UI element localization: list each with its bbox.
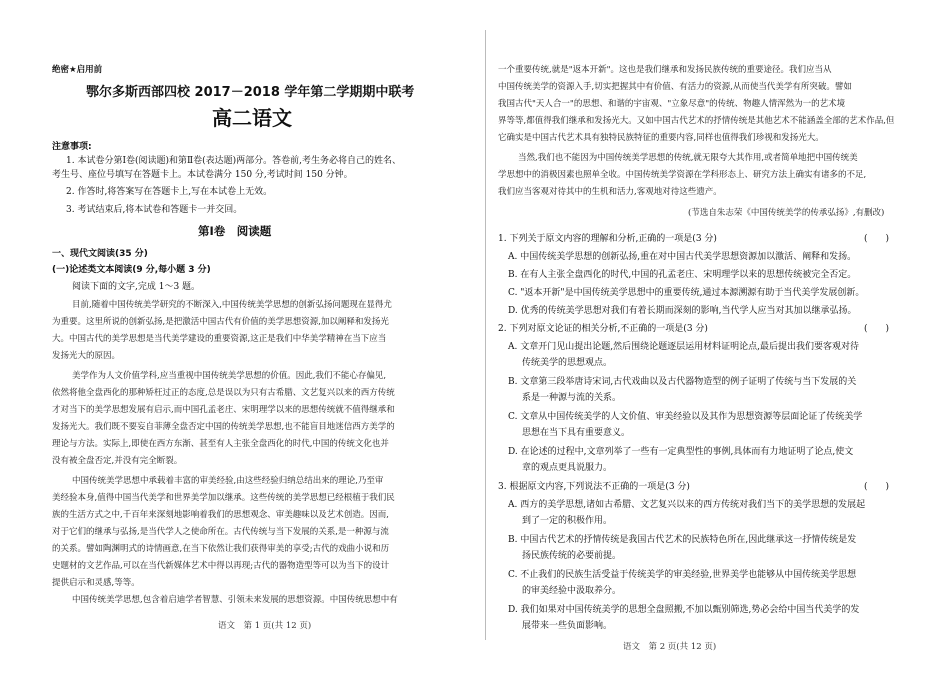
passage-line: 中国传统美学的资源入手,切实把握其中有价值、有活力的资源,从而使当代美学有所突破。譬如 (498, 82, 852, 92)
page-footer: 语文 第 1 页(共 12 页) (218, 621, 312, 631)
exam-title: 鄂尔多斯西部四校 2017－2018 学年第二学期期中联考 (86, 85, 415, 100)
option-b: B. 中国古代艺术的抒情传统是我国古代艺术的民族特色所在,因此继承这一抒情传统是发 (508, 535, 857, 545)
passage-source: (节选自朱志荣《中国传统美学的传承弘扬》,有删改) (688, 208, 885, 218)
question-2-stem: 2. 下列对原文论证的相关分析,不正确的一项是(3 分) (498, 324, 708, 334)
option-d: D. 在论述的过程中,文章列举了一些有一定典型性的事例,具体而有力地证明了论点,使文 (508, 447, 854, 457)
passage-line: 提供启示和灵感,等等。 (52, 578, 140, 588)
part-title: 第Ⅰ卷 阅读题 (198, 224, 272, 238)
option-d-cont: 展带来一些负面影响。 (522, 621, 613, 631)
passage-line: 没有被全盘否定,并没有完全断裂。 (52, 456, 183, 466)
passage-line: 目前,随着中国传统美学研究的不断深入,中国传统美学思想的创新弘扬问题现在显得尤 (72, 300, 392, 310)
passage-line: 为重要。这里所说的创新弘扬,是把激活中国古代有价值的美学思想资源,加以阐释和发扬光 (52, 317, 389, 327)
section-heading: 一、现代文阅读(35 分) (52, 249, 148, 259)
option-c: C. 文章从中国传统美学的人文价值、审美经验以及其作为思想资源等层面论证了传统美学 (508, 412, 863, 422)
option-a-cont: 到了一定的积极作用。 (522, 516, 613, 526)
question-3-stem: 3. 根据原文内容,下列说法不正确的一项是(3 分) (498, 482, 690, 492)
note-line: 3. 考试结束后,将本试卷和答题卡一并交回。 (66, 205, 243, 215)
note-line: 1. 本试卷分第Ⅰ卷(阅读题)和第Ⅱ卷(表达题)两部分。答卷前,考生务必将自己的姓名、 (66, 156, 402, 166)
passage-line: 我们应当客观对待其中的生机和活力,客观地对待这些遗产。 (498, 187, 722, 197)
passage-line: 界等等,都值得我们继承和发扬光大。又如中国古代艺术的抒情传统是其他艺术不能涵盖全部的艺术作品,但 (498, 116, 895, 126)
option-a-cont: 传统美学的思想观点。 (522, 358, 613, 368)
answer-bracket: ( ) (864, 324, 890, 334)
answer-bracket: ( ) (864, 482, 890, 492)
option-c: C. 不止我们的民族生活受益于传统美学的审美经验,世界美学也能够从中国传统美学思想 (508, 570, 857, 580)
option-c-cont: 思想在当下具有重要意义。 (522, 428, 631, 438)
subsection-heading: (一)论述类文本阅读(9 分,每小题 3 分) (52, 265, 211, 275)
notes-heading: 注意事项: (52, 142, 92, 152)
passage-line: 发扬光大的原因。 (52, 351, 121, 361)
answer-bracket: ( ) (864, 234, 890, 244)
option-b: B. 在有人主张全盘西化的时代,中国的孔孟老庄、宋明理学以来的思想传统被完全否定。 (508, 270, 857, 280)
secret-label: 绝密★启用前 (52, 65, 103, 75)
subject-title: 高二语文 (212, 106, 292, 130)
passage-line: 它确实是中国古代艺术具有独特民族特征的重要内容,同样也值得我们珍视和发扬光大。 (498, 133, 824, 143)
passage-line: 对于它们的继承与弘扬,是当代学人之使命所在。古代传统与当下发展的关系,是一种源与流 (52, 527, 389, 537)
note-line: 2. 作答时,将答案写在答题卡上,写在本试卷上无效。 (66, 187, 273, 197)
option-a: A. 中国传统美学思想的创新弘扬,重在对中国古代美学思想资源加以激活、阐释和发扬。 (508, 252, 857, 262)
option-d: D. 优秀的传统美学思想对我们有着长期而深刻的影响,当代学人应当对其加以继承弘扬。 (508, 306, 857, 316)
passage-line: 学思想中的消极因素也照单全收。中国传统美学资源在学科形态上、研究方法上确实有诸多的不足, (498, 170, 867, 180)
passage-line: 依然将他全盘西化的那种矫枉过正的态度,总是误以为只有古希腊、文艺复兴以来的西方传统 (52, 388, 395, 398)
option-c: C. "返本开新"是中国传统美学思想中的重要传统,通过本源溯源有助于当代美学发展创新。 (508, 288, 865, 298)
note-line: 考生号、座位号填写在答题卡上。本试卷满分 150 分,考试时间 150 分钟。 (52, 170, 353, 180)
passage-line: 史题材的文艺作品,可以在当代新媒体艺术中得以再现;古代的器物造型等可以为当下的设计 (52, 561, 390, 571)
passage-line: 族的生活方式之中,千百年来深刻地影响着我们的思想观念、审美趣味以及艺术创造。因而, (52, 510, 389, 520)
option-d: D. 我们如果对中国传统美学的思想全盘照搬,不加以甄别筛选,势必会给中国当代美学的发 (508, 605, 860, 615)
option-a: A. 西方的美学思想,诸如古希腊、文艺复兴以来的西方传统对我们当下的美学思想的发展起 (508, 500, 866, 510)
passage-line: 理论与方法。实际上,即使在西方东渐、甚至有人主张全盘西化的时代,中国的传统文化也并 (52, 439, 389, 449)
page-footer: 语文 第 2 页(共 12 页) (623, 642, 717, 652)
passage-line: 一个重要传统,就是"返本开新"。这也是我们继承和发扬民族传统的重要途径。我们应当从 (498, 65, 832, 75)
instruction: 阅读下面的文字,完成 1～3 题。 (72, 282, 201, 292)
passage-line: 大。中国古代的美学思想是当代美学建设的重要资源,这正是我们中华美学精神在当下应当 (52, 334, 387, 344)
option-c-cont: 的审美经验中汲取养分。 (522, 586, 622, 596)
passage-line: 当然,我们也不能因为中国传统美学思想的传统,就无限夸大其作用,或者简单地把中国传统美 (518, 153, 858, 163)
page-2 (498, 0, 900, 673)
passage-line: 美经验本身,值得中国当代美学和世界美学加以继承。这些传统的美学思想已经根植于我们民 (52, 493, 395, 503)
passage-line: 中国传统美学思想中承载着丰富的审美经验,由这些经验归纳总结出来的理论,乃至审 (72, 476, 384, 486)
passage-line: 发扬光大。我们既不要妄自菲薄全盘否定中国的传统美学思想,也不能盲目地迷信西方美学的 (52, 422, 395, 432)
passage-line: 中国传统美学思想,包含着启迪学者智慧、引领未来发展的思想资源。中国传统思想中有 (72, 595, 398, 605)
passage-line: 我国古代"天人合一"的思想、和谐的宇宙观、"立象尽意"的传统、物趣人情浑然为一的艺术境 (498, 99, 846, 109)
passage-line: 才对当下的美学思想发展有启示,而中国孔孟老庄、宋明理学以来的思想传统就不值得继承和 (52, 405, 395, 415)
column-divider (485, 30, 486, 640)
passage-line: 的关系。譬如陶渊明式的诗情画意,在当下依然让我们获得审美的享受;古代的戏曲小说和历 (52, 544, 390, 554)
question-1-stem: 1. 下列关于原文内容的理解和分析,正确的一项是(3 分) (498, 234, 717, 244)
option-a: A. 文章开门见山提出论题,然后围绕论题逐层运用材料证明论点,最后提出我们要客观对待 (508, 342, 859, 352)
passage-line: 美学作为人文价值学科,应当重视中国传统美学思想的价值。因此,我们不能心存偏见, (72, 371, 387, 381)
option-b-cont: 系是一种源与流的关系。 (522, 393, 622, 403)
option-b: B. 文章第三段举唐诗宋词,古代戏曲以及古代器物造型的例子证明了传统与当下发展的关 (508, 377, 857, 387)
option-b-cont: 扬民族传统的必要前提。 (522, 551, 622, 561)
option-d-cont: 章的观点更具说服力。 (522, 463, 613, 473)
page-1 (52, 0, 474, 673)
